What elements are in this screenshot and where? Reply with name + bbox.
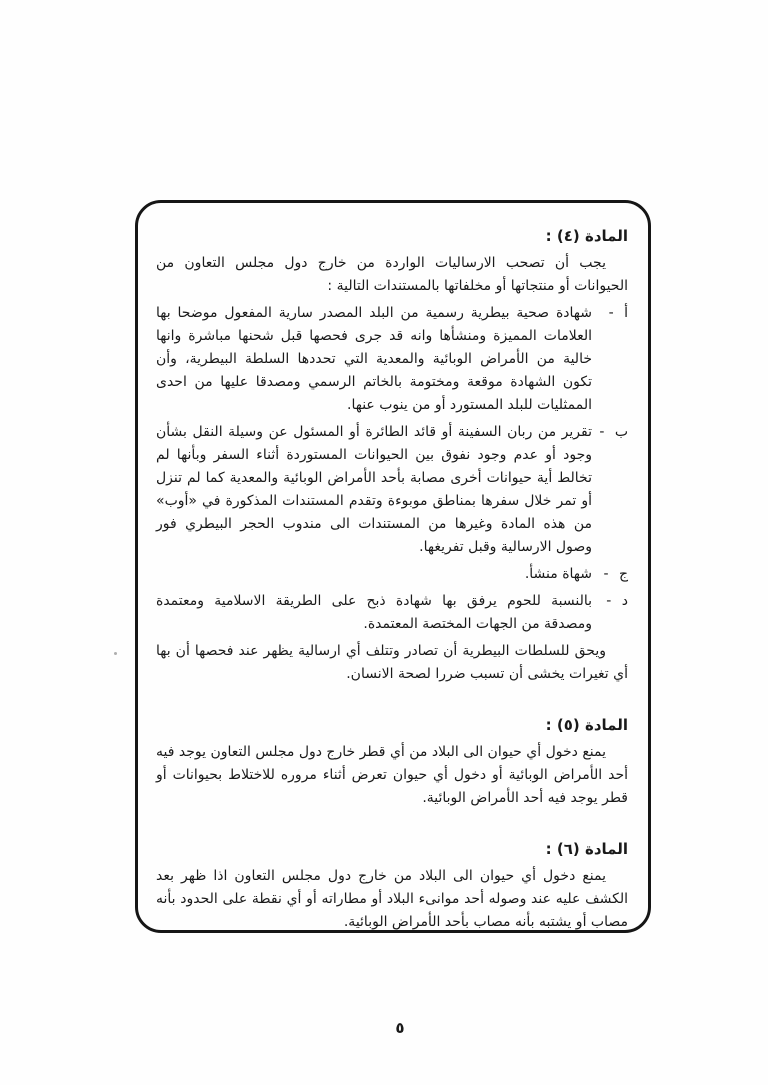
list-item-jim xyxy=(156,563,628,586)
document-border-frame xyxy=(135,200,651,933)
list-item-text: شهادة صحية بيطرية رسمية من البلد المصدر سارية المفعول موضحا بها العلامات المميزة ومنشأها وانه قد جرى فحصها قبل شحنها مباشرة وانها خالية من الأمراض الوبائية والمعدية التي تحددها السلطة البيطرية، وأن تكون الشهادة موقعة ومختومة بالخاتم الرسمي ومصدقا عليها من احدى الممثليات للبلد المستورد أو من ينوب عنها. xyxy=(156,305,592,413)
list-item-text: شهاة منشأ. xyxy=(524,566,592,582)
article-4-heading: المادة (٤) : xyxy=(545,227,628,245)
list-marker-dal: د - xyxy=(606,593,628,609)
list-marker-ba: ب - xyxy=(599,424,628,440)
scan-artifact-speck xyxy=(114,652,117,655)
article-6-heading: المادة (٦) : xyxy=(545,840,628,858)
list-item-alif xyxy=(156,302,628,417)
list-item-ba xyxy=(156,421,628,559)
list-marker-jim: ج - xyxy=(603,566,628,582)
list-item-dal xyxy=(156,590,628,636)
list-marker-alif: أ - xyxy=(608,305,628,321)
article-4-list xyxy=(156,302,628,636)
article-4-intro: يجب أن تصحب الارساليات الواردة من خارج دول مجلس التعاون من الحيوانات أو منتجاتها أو مخلفاتها بالمستندات التالية : xyxy=(156,255,628,294)
article-6-body: يمنع دخول أي حيوان الى البلاد من خارج دول مجلس التعاون اذا ظهر بعد الكشف عليه عند وصوله أحد موانىء البلاد أو مطاراته أو أي نقطة على الحدود بأنه مصاب أو يشتبه بأنه مصاب بأحد الأمراض الوبائية. xyxy=(156,868,628,930)
article-5-heading: المادة (٥) : xyxy=(545,716,628,734)
list-item-text: تقرير من ربان السفينة أو قائد الطائرة أو المسئول عن وسيلة النقل بشأن وجود أو عدم وجود نفوق بين الحيوانات المستوردة أثناء السفر وبأنها لم تخالط أية حيوانات أخرى مصابة بأحد الأمراض الوبائية والمعدية كما لم تنزل أو تمر خلال سفرها بمناطق موبوءة وتقدم المستندات المذكورة في «أوب» من هذه المادة وغيرها من المستندات الى مندوب الحجر البيطري فور وصول الارسالية وقبل تفريغها. xyxy=(156,424,592,555)
article-4-closing: ويحق للسلطات البيطرية أن تصادر وتتلف أي ارسالية يظهر عند فحصها أن بها أي تغيرات يخشى أن تسبب ضررا لصحة الانسان. xyxy=(156,643,628,682)
page-number: ٥ xyxy=(395,1019,405,1037)
article-5-body: يمنع دخول أي حيوان الى البلاد من أي قطر خارج دول مجلس التعاون يوجد فيه أحد الأمراض الوبائية أو دخول أي حيوان تعرض أثناء مروره للاختلاط بحيوانات أو قطر يوجد فيه أحد الأمراض الوبائية. xyxy=(156,744,628,806)
list-item-text: بالنسبة للحوم يرفق بها شهادة ذبح على الطريقة الاسلامية ومعتمدة ومصدقة من الجهات المختصة المعتمدة. xyxy=(156,593,592,632)
